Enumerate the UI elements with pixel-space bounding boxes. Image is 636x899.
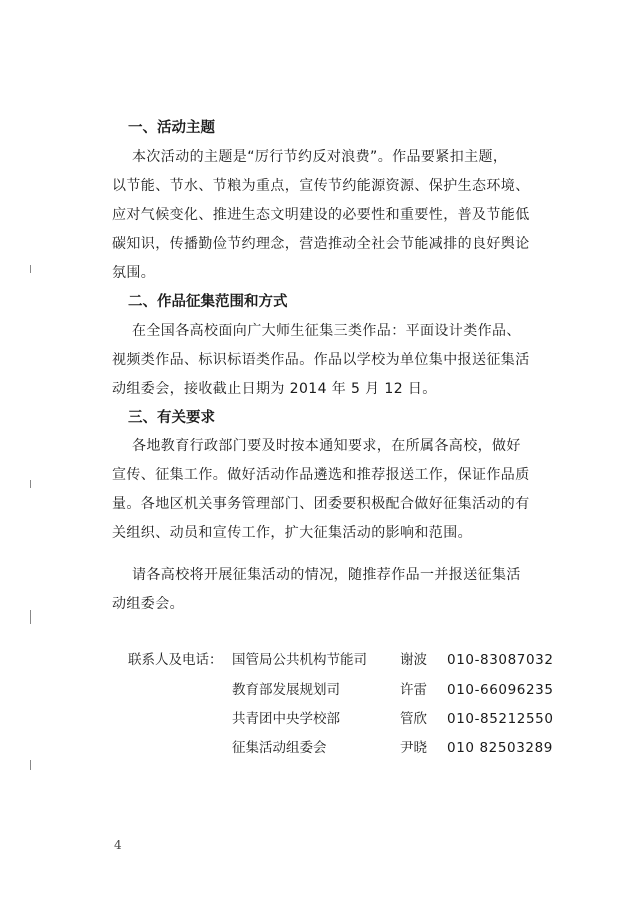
contact-phone: 010 82503289 xyxy=(447,740,553,756)
paragraph-line: 各地教育行政部门要及时按本通知要求，在所属各高校，做好 xyxy=(132,438,521,454)
section-heading-requirements: 三、有关要求 xyxy=(128,410,215,426)
scan-margin-mark xyxy=(30,265,31,273)
contact-org: 共青团中央学校部 xyxy=(232,711,340,727)
contact-name: 管欣 xyxy=(400,711,427,727)
contact-org: 教育部发展规划司 xyxy=(232,682,340,698)
paragraph-line: 量。各地区机关事务管理部门、团委要积极配合做好征集活动的有 xyxy=(112,496,530,512)
contact-org: 征集活动组委会 xyxy=(232,740,327,756)
paragraph-line: 以节能、节水、节粮为重点，宣传节约能源资源、保护生态环境、 xyxy=(112,178,530,194)
contact-phone: 010-83087032 xyxy=(447,652,554,668)
paragraph-line: 视频类作品、标识标语类作品。作品以学校为单位集中报送征集活 xyxy=(112,352,530,368)
paragraph-line: 氛围。 xyxy=(112,265,156,281)
paragraph-closing xyxy=(112,561,552,619)
contact-name: 尹晓 xyxy=(400,740,427,756)
contact-phone: 010-85212550 xyxy=(447,711,554,727)
paragraph-line: 本次活动的主题是“厉行节约反对浪费”。作品要紧扣主题， xyxy=(132,149,508,165)
paragraph-scope xyxy=(112,317,552,404)
scan-margin-mark xyxy=(30,760,31,770)
paragraph-line: 应对气候变化、推进生态文明建设的必要性和重要性，普及节能低 xyxy=(112,207,530,223)
paragraph-theme xyxy=(112,143,552,288)
contact-name: 许雷 xyxy=(400,682,427,698)
paragraph-line: 在全国各高校面向广大师生征集三类作品：平面设计类作品、 xyxy=(132,323,521,339)
page-number: 4 xyxy=(114,838,122,852)
contact-label: 联系人及电话： xyxy=(128,652,223,668)
section-heading-theme: 一、活动主题 xyxy=(128,120,215,136)
paragraph-requirements xyxy=(112,432,552,548)
paragraph-line: 动组委会，接收截止日期为 2014 年 5 月 12 日。 xyxy=(112,381,437,397)
paragraph-line: 关组织、动员和宣传工作，扩大征集活动的影响和范围。 xyxy=(112,525,472,541)
contact-org: 国管局公共机构节能司 xyxy=(232,652,367,668)
paragraph-line: 碳知识，传播勤俭节约理念，营造推动全社会节能减排的良好舆论 xyxy=(112,236,530,252)
contact-phone: 010-66096235 xyxy=(447,682,554,698)
paragraph-line: 宣传、征集工作。做好活动作品遴选和推荐报送工作，保证作品质 xyxy=(112,467,530,483)
section-heading-scope: 二、作品征集范围和方式 xyxy=(128,294,288,310)
paragraph-line: 动组委会。 xyxy=(112,596,184,612)
scan-margin-mark xyxy=(30,480,31,488)
scan-margin-mark xyxy=(30,610,31,624)
paragraph-line: 请各高校将开展征集活动的情况，随推荐作品一并报送征集活 xyxy=(132,567,521,583)
contact-name: 谢波 xyxy=(400,652,427,668)
